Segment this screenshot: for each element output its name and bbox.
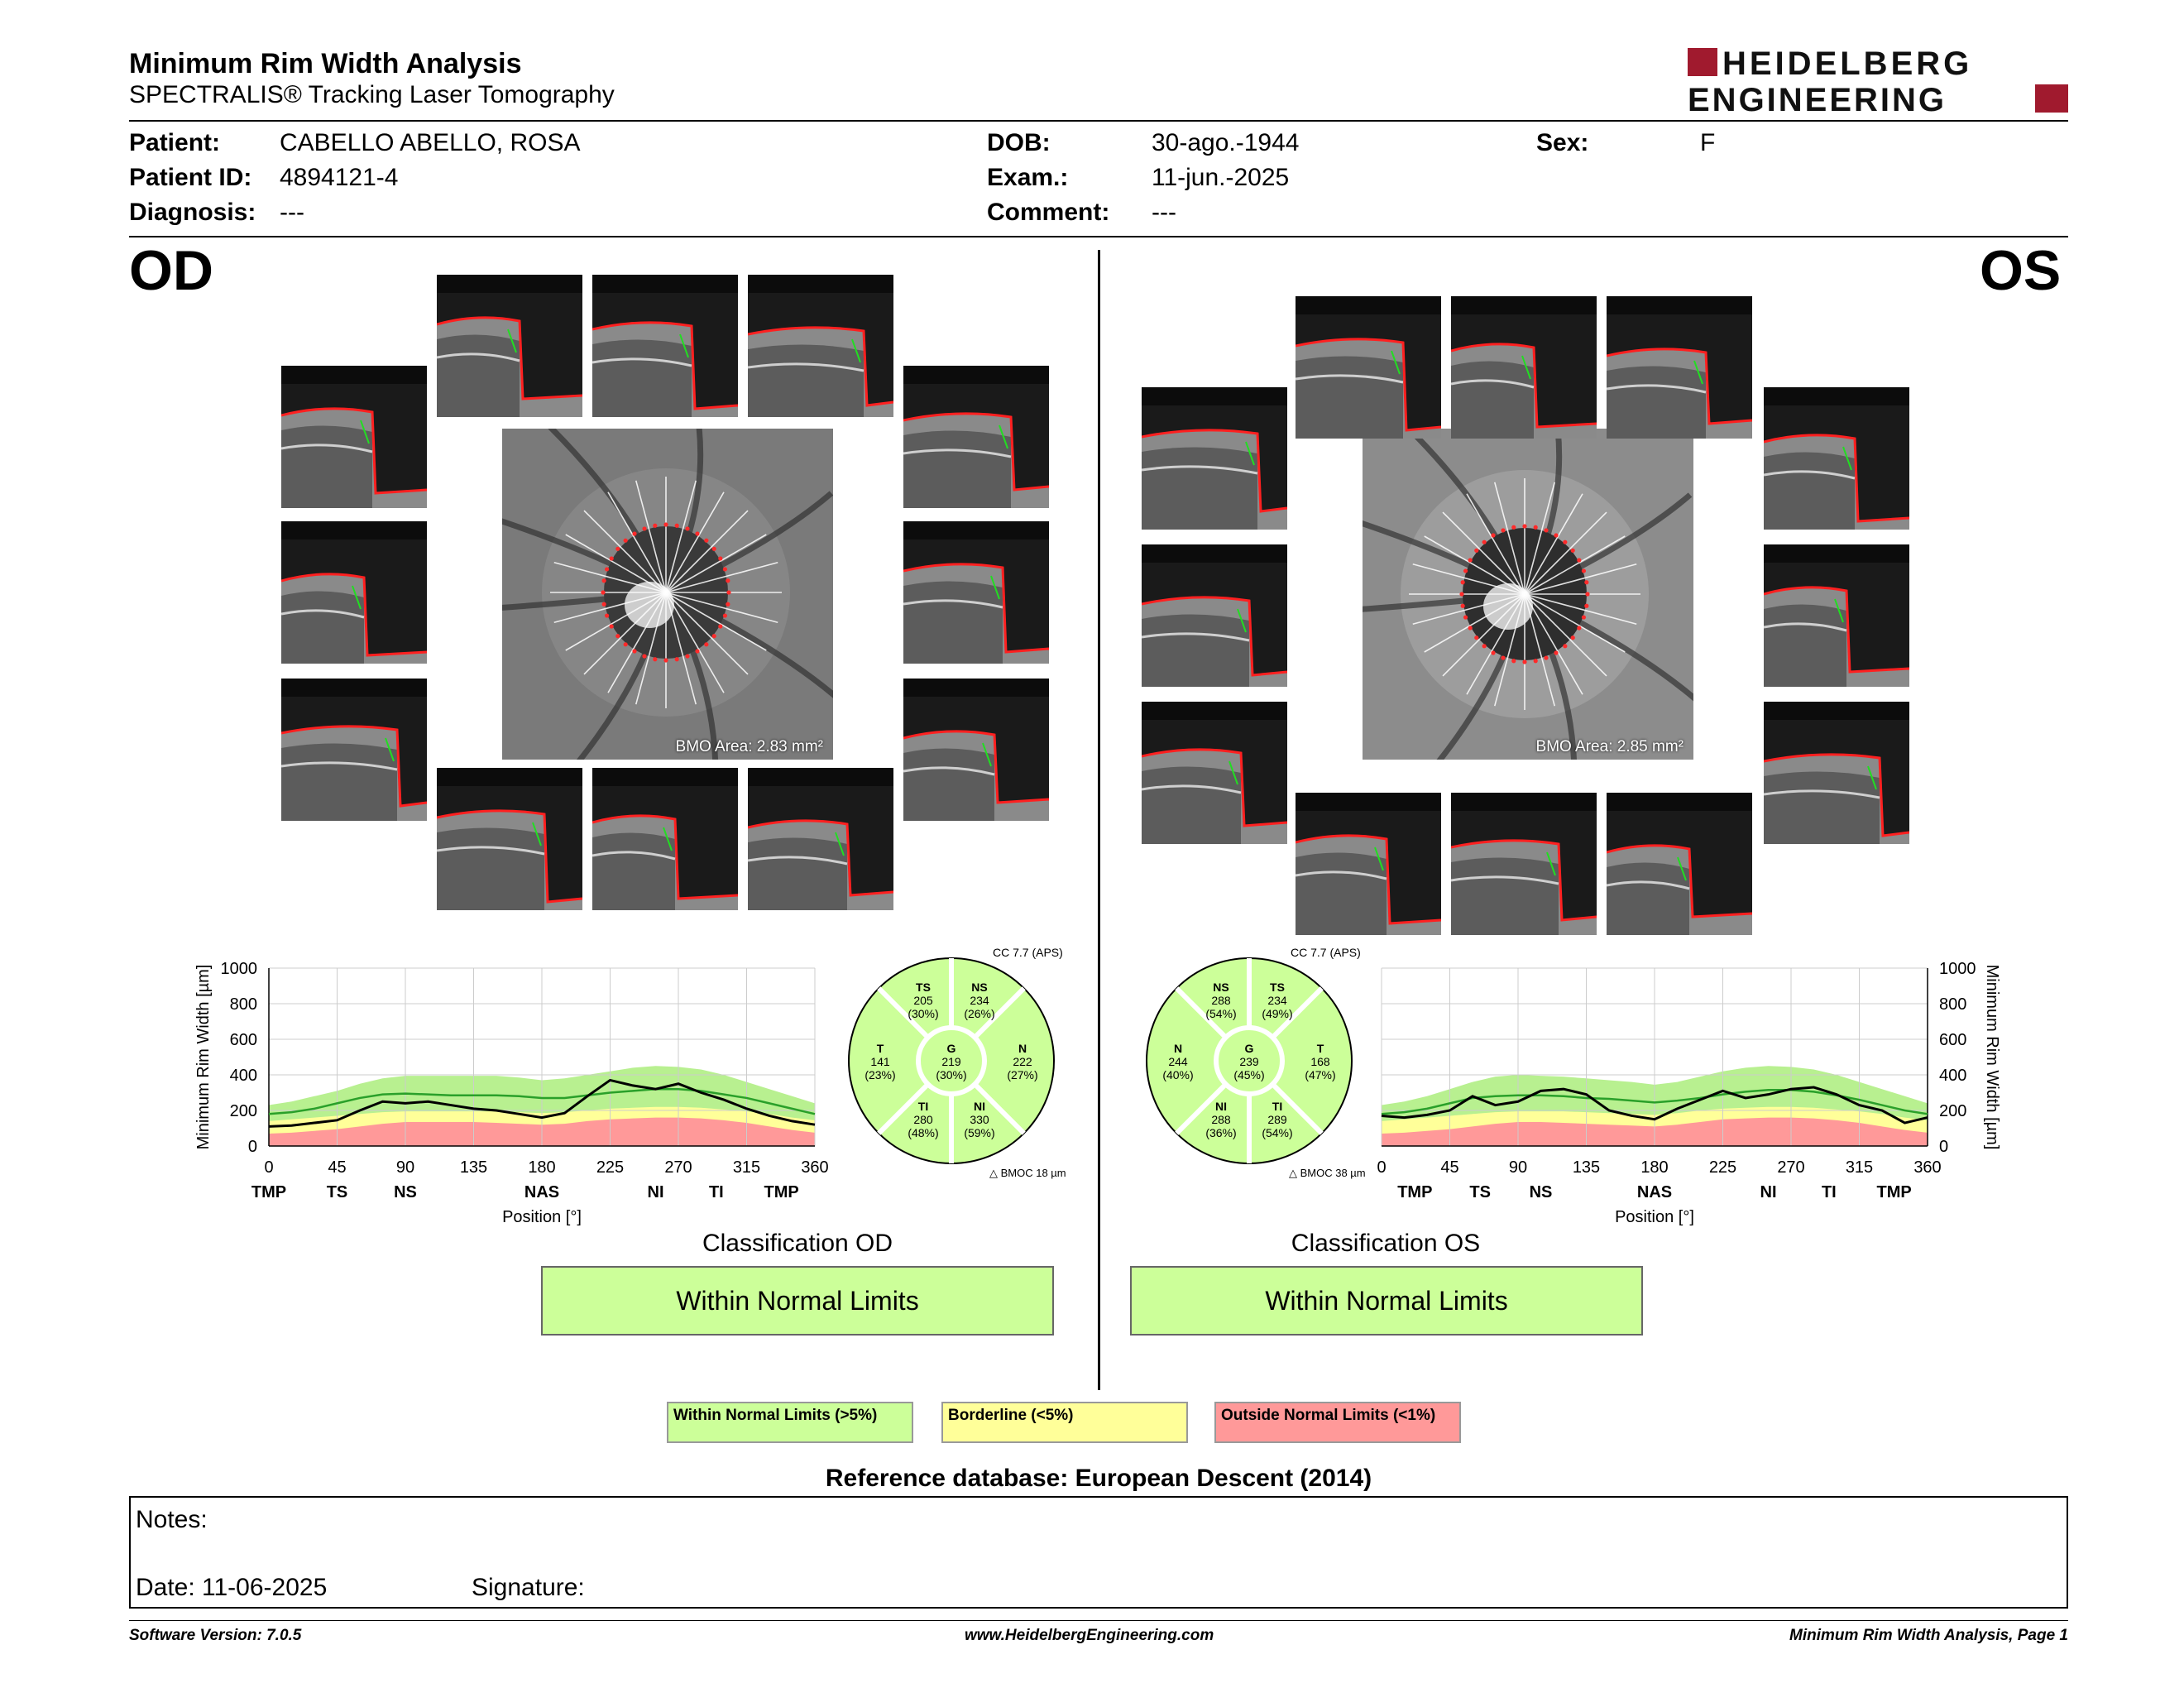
x-tick-label: 135 (1572, 1158, 1601, 1177)
os-fundus-image (1363, 429, 1693, 760)
os-bscan-image (1451, 793, 1597, 935)
od-bscan-image (281, 521, 427, 664)
sector-value: 239 (1239, 1055, 1259, 1068)
sector-value: (26%) (964, 1007, 995, 1020)
sector-value: 234 (970, 994, 989, 1007)
x-tick-label: 180 (528, 1158, 556, 1177)
x-tick-label: 360 (1913, 1158, 1942, 1177)
od-bscan-image (903, 366, 1049, 508)
sector-value: (36%) (1205, 1126, 1237, 1139)
os-classification-title: Classification OS (1291, 1230, 1481, 1257)
sector-value: 288 (1211, 1113, 1231, 1126)
os-bscan-image (1764, 702, 1909, 844)
sector-value: NS (971, 981, 988, 994)
legend-normal: Within Normal Limits (>5%) (667, 1402, 913, 1443)
x-tick-label: 315 (732, 1158, 761, 1177)
x-tick-label: 180 (1640, 1158, 1669, 1177)
od-classification-box: Within Normal Limits (541, 1266, 1054, 1336)
page-footer: Minimum Rim Width Analysis, Page 1 (1789, 1627, 2068, 1644)
comment-label: Comment: (987, 199, 1110, 226)
notes-box[interactable] (129, 1496, 2068, 1609)
x-axis-label: Position [°] (1615, 1208, 1694, 1226)
website-link[interactable]: www.HeidelbergEngineering.com (965, 1627, 1214, 1644)
od-bscan-image (748, 768, 893, 910)
sector-label: TMP (251, 1183, 287, 1201)
sector-label: NAS (524, 1183, 560, 1201)
comment-value: --- (1152, 199, 1176, 226)
x-tick-label: 45 (328, 1158, 347, 1177)
legend-borderline: Borderline (<5%) (941, 1402, 1188, 1443)
exam-value: 11-jun.-2025 (1152, 164, 1290, 191)
od-bscan-image (903, 679, 1049, 821)
sector-label: TS (326, 1183, 348, 1201)
sector-label: NAS (1636, 1183, 1673, 1201)
x-tick-label: 0 (1377, 1158, 1387, 1177)
bmoc-label: △ BMOC 18 µm (989, 1167, 1066, 1179)
sector-value: 219 (941, 1055, 961, 1068)
sector-value: (45%) (1233, 1068, 1265, 1081)
sector-value: (47%) (1305, 1068, 1336, 1081)
sector-label: NS (394, 1183, 417, 1201)
sector-value: 168 (1310, 1055, 1330, 1068)
sector-value: 205 (913, 994, 933, 1007)
y-tick-label: 1000 (1939, 960, 1976, 978)
date-label: Date: 11-06-2025 (136, 1574, 328, 1601)
sex-value: F (1700, 129, 1716, 156)
x-tick-label: 270 (1777, 1158, 1805, 1177)
os-bscan-image (1764, 387, 1909, 530)
sector-value: (30%) (908, 1007, 939, 1020)
x-tick-label: 0 (264, 1158, 274, 1177)
sector-label: NI (1760, 1183, 1777, 1201)
od-bscan-image (903, 521, 1049, 664)
report-title: Minimum Rim Width Analysis (129, 48, 522, 79)
os-bscan-image (1451, 296, 1597, 439)
y-tick-label: 200 (229, 1102, 257, 1120)
sex-label: Sex: (1536, 129, 1589, 156)
od-classification-title: Classification OD (702, 1230, 893, 1257)
y-tick-label: 400 (1939, 1067, 1967, 1085)
y-tick-label: 600 (1939, 1031, 1967, 1049)
notes-label: Notes: (136, 1506, 208, 1533)
sector-value: 289 (1267, 1113, 1287, 1126)
sector-label: TI (708, 1183, 724, 1201)
os-mrw-chart (1365, 952, 2010, 1233)
x-tick-label: 90 (1508, 1158, 1528, 1177)
x-axis-label: Position [°] (502, 1208, 582, 1226)
sector-value: 280 (913, 1113, 933, 1126)
sector-value: G (946, 1042, 956, 1055)
x-tick-label: 360 (801, 1158, 829, 1177)
sector-value: (23%) (864, 1068, 896, 1081)
sector-value: 234 (1267, 994, 1287, 1007)
od-bscan-image (748, 275, 893, 417)
patient-id-label: Patient ID: (129, 164, 252, 191)
patient-label: Patient: (129, 129, 221, 156)
heidelberg-logo (1688, 46, 2068, 116)
sector-label: TI (1821, 1183, 1837, 1201)
eye-divider (1098, 250, 1100, 1390)
sector-value: G (1244, 1042, 1254, 1055)
sector-value: 141 (870, 1055, 890, 1068)
eye-label-os: OS (1980, 239, 2062, 302)
od-mrw-chart (190, 952, 836, 1233)
sector-value: N (1173, 1042, 1183, 1055)
sector-value: 222 (1013, 1055, 1032, 1068)
sector-value: 330 (970, 1113, 989, 1126)
x-tick-label: 270 (664, 1158, 692, 1177)
sector-value: (59%) (964, 1126, 995, 1139)
sector-value: TI (917, 1100, 929, 1113)
sector-value: N (1018, 1042, 1027, 1055)
sector-value: NI (1215, 1100, 1227, 1113)
y-tick-label: 800 (1939, 995, 1967, 1014)
exam-label: Exam.: (987, 164, 1069, 191)
signature-label: Signature: (472, 1574, 585, 1601)
patient-id: 4894121-4 (280, 164, 399, 191)
y-axis-label: Minimum Rim Width [µm] (194, 964, 213, 1150)
os-bscan-image (1764, 544, 1909, 687)
od-bscan-image (437, 768, 582, 910)
x-tick-label: 45 (1440, 1158, 1459, 1177)
diagnosis-label: Diagnosis: (129, 199, 256, 226)
footer-divider (129, 1620, 2068, 1621)
sector-value: T (876, 1042, 884, 1055)
os-bscan-image (1142, 544, 1287, 687)
sector-label: NS (1529, 1183, 1553, 1201)
y-tick-label: 1000 (220, 960, 257, 978)
od-sector-diagram (836, 943, 1067, 1187)
od-bscan-image (592, 768, 738, 910)
sector-value: TS (916, 981, 931, 994)
sector-value: (49%) (1262, 1007, 1293, 1020)
svg-text:ENGINEERING: ENGINEERING (1688, 82, 1947, 116)
sector-label: TMP (1876, 1183, 1912, 1201)
patient-divider (129, 236, 2068, 237)
sector-value: TI (1272, 1100, 1283, 1113)
y-tick-label: 800 (229, 995, 257, 1014)
os-bscan-image (1607, 296, 1752, 439)
y-tick-label: 0 (247, 1138, 257, 1156)
od-fundus-image (502, 429, 833, 760)
y-tick-label: 0 (1939, 1138, 1949, 1156)
report-subtitle: SPECTRALIS® Tracking Laser Tomography (129, 81, 615, 108)
sector-label: TMP (1397, 1183, 1433, 1201)
y-tick-label: 600 (229, 1031, 257, 1049)
y-tick-label: 200 (1939, 1102, 1967, 1120)
os-bmo-area: BMO Area: 2.85 mm² (1535, 738, 1684, 755)
od-bscan-image (281, 679, 427, 821)
od-bscan-image (281, 366, 427, 508)
sector-value: (54%) (1262, 1126, 1293, 1139)
sector-value: (30%) (936, 1068, 967, 1081)
sector-value: T (1316, 1042, 1324, 1055)
sector-value: (27%) (1007, 1068, 1038, 1081)
y-axis-label: Minimum Rim Width [µm] (1983, 964, 2001, 1150)
software-version: Software Version: 7.0.5 (129, 1627, 302, 1644)
od-bscan-image (592, 275, 738, 417)
os-bscan-image (1142, 387, 1287, 530)
os-sector-diagram (1133, 943, 1373, 1187)
x-tick-label: 225 (596, 1158, 625, 1177)
sector-label: NI (647, 1183, 664, 1201)
os-bscan-image (1296, 296, 1441, 439)
eye-label-od: OD (129, 239, 213, 302)
os-classification-box: Within Normal Limits (1130, 1266, 1643, 1336)
sector-value: NS (1213, 981, 1229, 994)
x-tick-label: 315 (1845, 1158, 1874, 1177)
y-tick-label: 400 (229, 1067, 257, 1085)
os-bscan-image (1142, 702, 1287, 844)
sector-value: (40%) (1162, 1068, 1194, 1081)
sector-value: NI (974, 1100, 985, 1113)
x-tick-label: 135 (459, 1158, 488, 1177)
header-divider (129, 120, 2068, 122)
x-tick-label: 90 (395, 1158, 415, 1177)
sector-value: 288 (1211, 994, 1231, 1007)
sector-label: TS (1469, 1183, 1491, 1201)
dob-value: 30-ago.-1944 (1152, 129, 1300, 156)
sector-label: TMP (764, 1183, 799, 1201)
os-bscan-image (1296, 793, 1441, 935)
cc-label: CC 7.7 (APS) (1291, 946, 1361, 959)
legend-outside: Outside Normal Limits (<1%) (1214, 1402, 1461, 1443)
sector-value: 244 (1168, 1055, 1188, 1068)
bmoc-label: △ BMOC 38 µm (1289, 1167, 1366, 1179)
reference-database: Reference database: European Descent (2014) (825, 1465, 1372, 1492)
sector-value: (54%) (1205, 1007, 1237, 1020)
os-bscan-image (1607, 793, 1752, 935)
od-bmo-area: BMO Area: 2.83 mm² (675, 738, 823, 755)
patient-name: CABELLO ABELLO, ROSA (280, 129, 581, 156)
x-tick-label: 225 (1708, 1158, 1737, 1177)
svg-text:HEIDELBERG: HEIDELBERG (1722, 46, 1973, 82)
sector-value: TS (1270, 981, 1285, 994)
cc-label: CC 7.7 (APS) (993, 946, 1063, 959)
sector-value: (48%) (908, 1126, 939, 1139)
dob-label: DOB: (987, 129, 1051, 156)
diagnosis-value: --- (280, 199, 304, 226)
od-bscan-image (437, 275, 582, 417)
